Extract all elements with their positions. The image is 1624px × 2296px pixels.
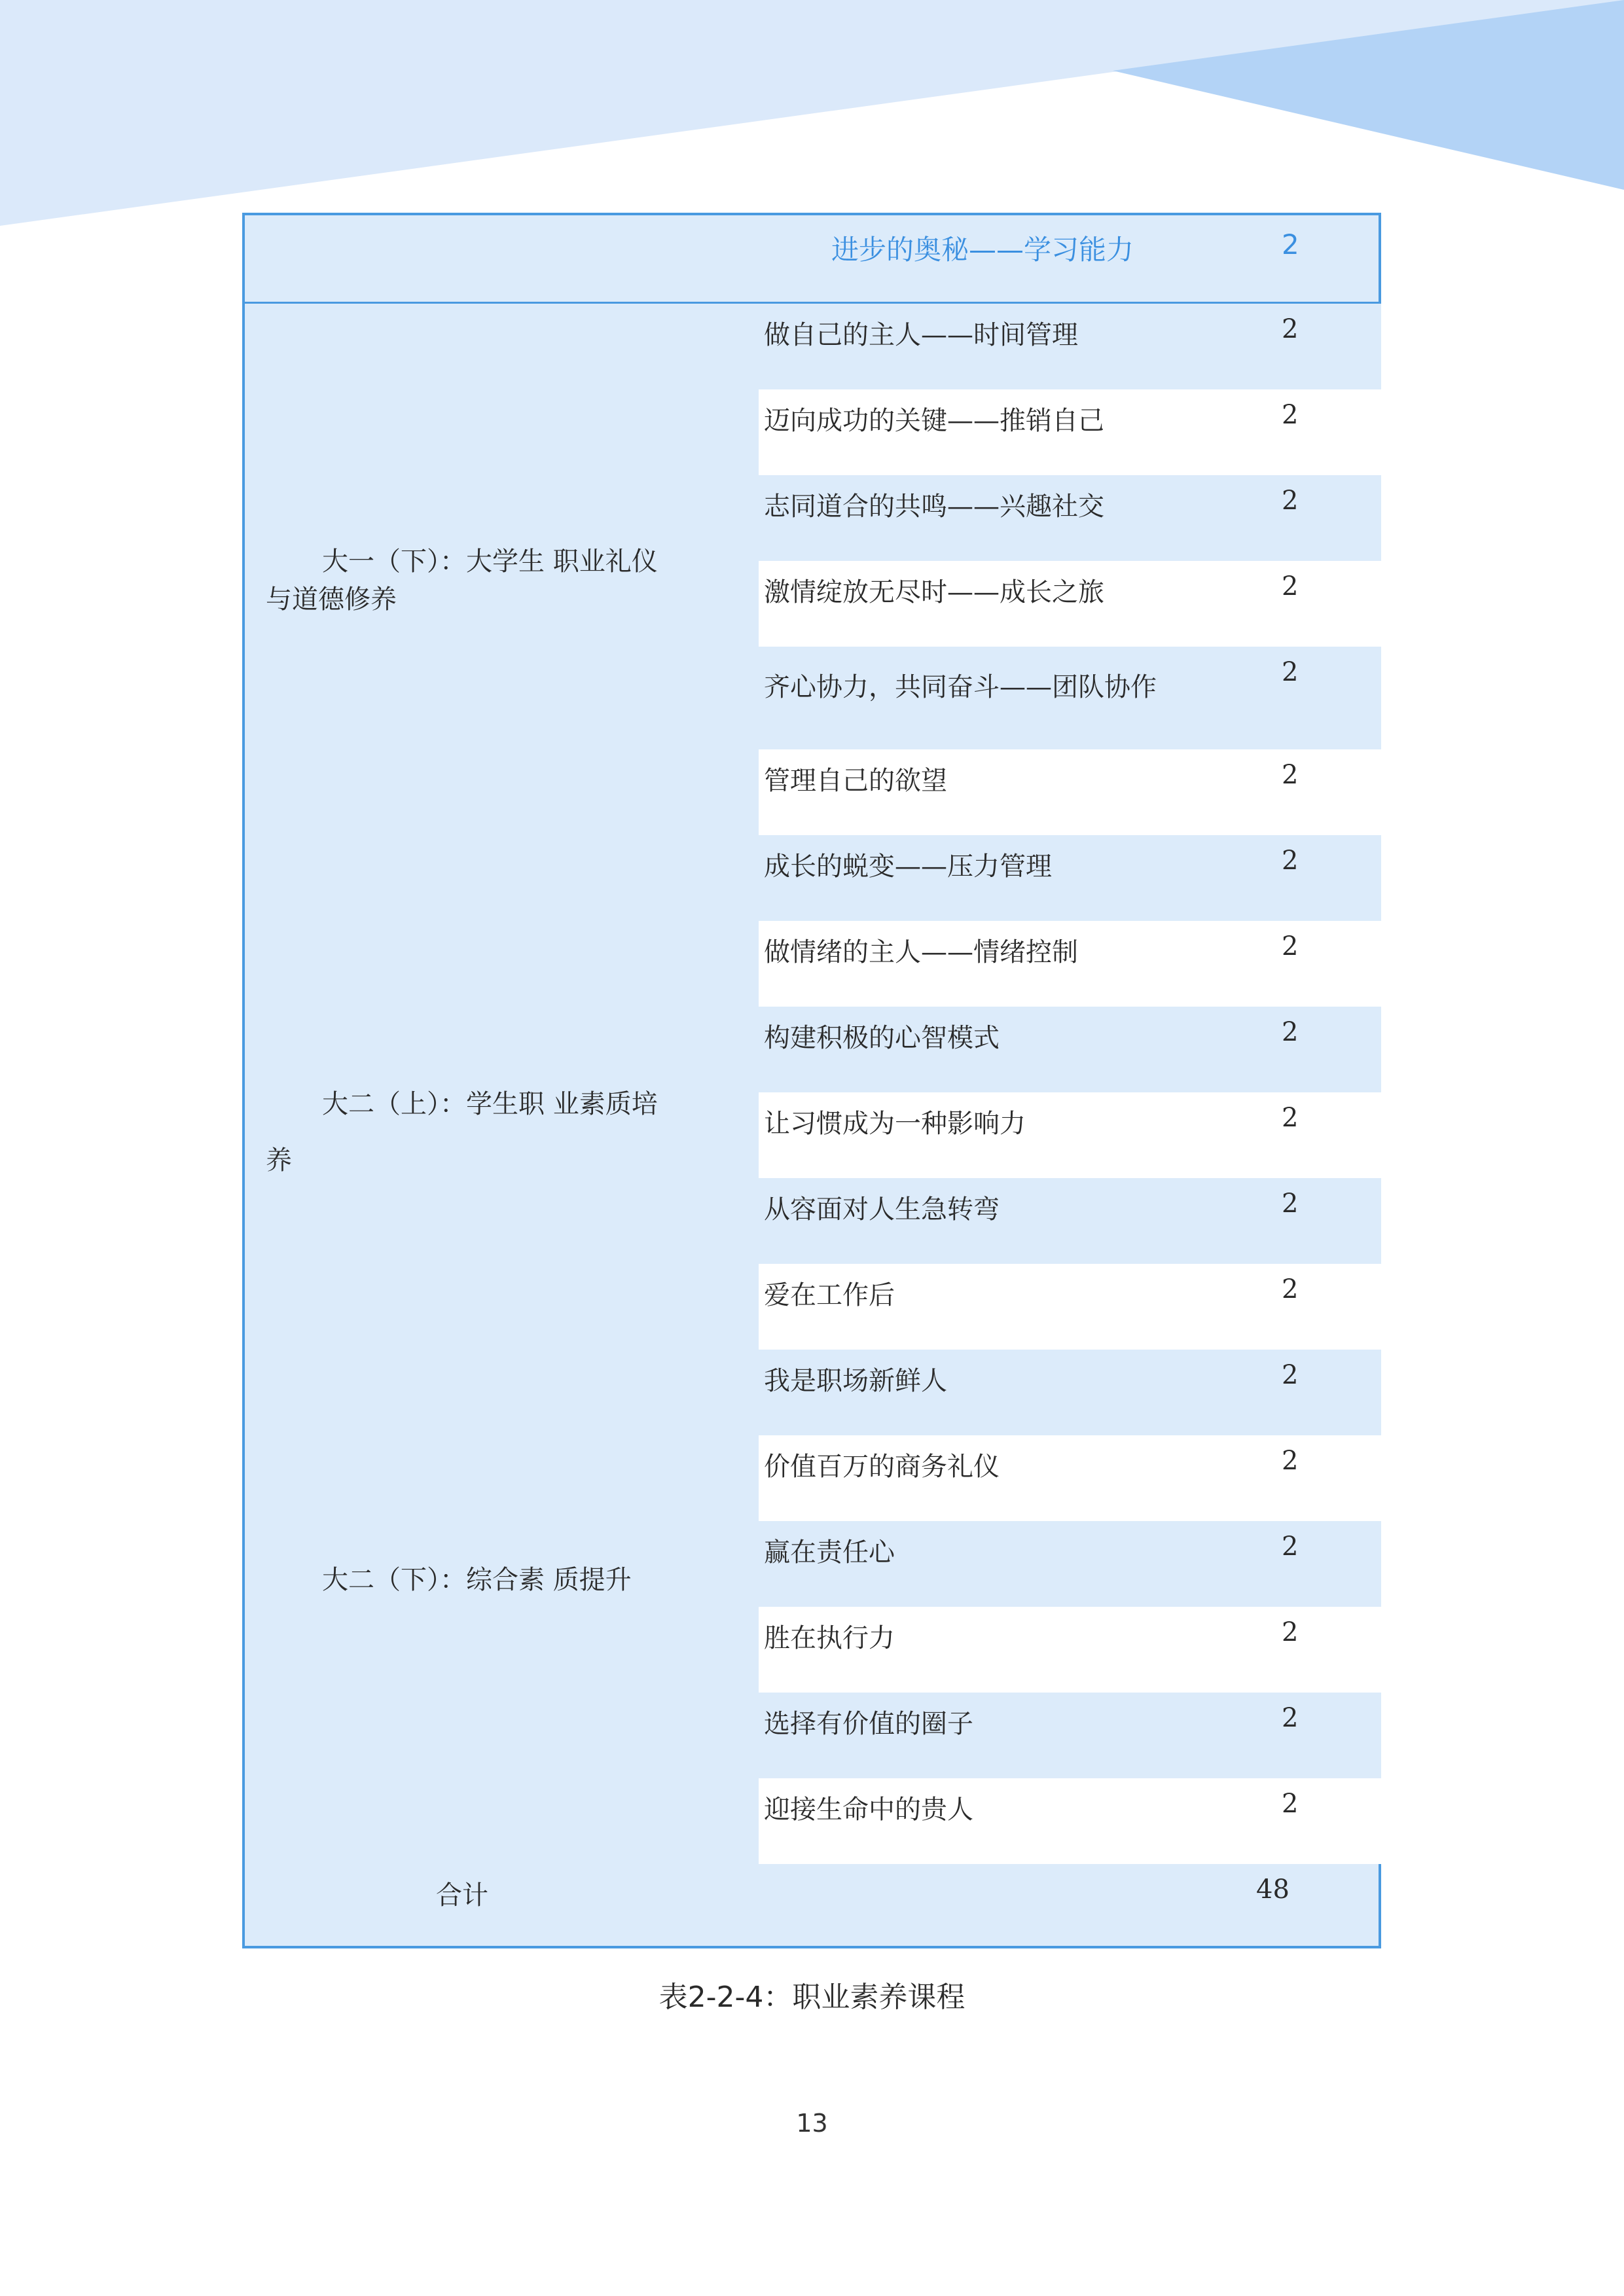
- course-hours: 2: [1282, 1617, 1299, 1647]
- table-row: [759, 1521, 1381, 1607]
- group-label-3: [266, 1561, 750, 1599]
- group-1-line1: 大一（下）：大学生 职业礼仪: [322, 547, 658, 577]
- course-name: 齐心协力，共同奋斗——团队协作: [764, 672, 1157, 702]
- course-name: 构建积极的心智模式: [764, 1023, 1000, 1053]
- course-hours: 2: [1282, 1360, 1299, 1390]
- total-label: 合计: [436, 1880, 488, 1910]
- course-hours: 2: [1282, 931, 1299, 961]
- course-hours: 2: [1282, 1532, 1299, 1562]
- table-row: [759, 561, 1381, 647]
- course-hours: 2: [1282, 1103, 1299, 1133]
- course-hours: 2: [1282, 1017, 1299, 1047]
- course-name: 志同道合的共鸣——兴趣社交: [764, 492, 1104, 522]
- table-row: [759, 647, 1381, 749]
- course-hours: 2: [1282, 314, 1299, 344]
- course-name: 价值百万的商务礼仪: [764, 1452, 1000, 1482]
- table-row: [759, 1007, 1381, 1092]
- course-hours: 2: [1282, 657, 1299, 687]
- course-name: 迈向成功的关键——推销自己: [764, 406, 1104, 436]
- table-row: [759, 1092, 1381, 1178]
- course-name: 从容面对人生急转弯: [764, 1194, 1000, 1225]
- course-hours: 2: [1282, 760, 1299, 790]
- course-hours: 2: [1282, 1703, 1299, 1733]
- course-name: 赢在责任心: [764, 1537, 895, 1568]
- group-2-line1: 大二（上）：学生职 业素质培: [322, 1089, 658, 1119]
- table-row: [759, 1607, 1381, 1693]
- table-row: [759, 1693, 1381, 1778]
- course-name: 选择有价值的圈子: [764, 1709, 973, 1739]
- course-hours: 2: [1282, 1446, 1299, 1476]
- group-label-2: [266, 1076, 750, 1189]
- course-hours: 2: [1282, 400, 1299, 430]
- header-banner: [0, 0, 1624, 236]
- table-row: [759, 921, 1381, 1007]
- course-name: 胜在执行力: [764, 1623, 895, 1653]
- group-3-line1: 大二（下）：综合素 质提升: [322, 1565, 632, 1595]
- total-value: 48: [1256, 1874, 1290, 1905]
- page-number: 13: [796, 2109, 828, 2138]
- course-name: 做自己的主人——时间管理: [764, 320, 1078, 350]
- course-name: 激情绽放无尽时——成长之旅: [764, 577, 1104, 607]
- table-row: [759, 1264, 1381, 1350]
- course-name: 爱在工作后: [764, 1280, 895, 1310]
- table-row: [759, 749, 1381, 835]
- table-row: [759, 1435, 1381, 1521]
- course-name: 做情绪的主人——情绪控制: [764, 937, 1078, 967]
- course-hours: 2: [1282, 1789, 1299, 1819]
- table-row: [759, 1350, 1381, 1435]
- course-name: 让习惯成为一种影响力: [764, 1109, 1026, 1139]
- table-caption: 表2-2-4：职业素养课程: [659, 1981, 965, 2014]
- course-hours: 2: [1282, 1189, 1299, 1219]
- group-1-line2: 与道德修养: [266, 584, 397, 615]
- table-row: [759, 835, 1381, 921]
- course-hours: 2: [1282, 846, 1299, 876]
- table-header-row: [245, 215, 1379, 304]
- group-2-line2: 养: [266, 1145, 292, 1175]
- header-course: 进步的奥秘——学习能力: [831, 234, 1134, 266]
- course-hours: 2: [1282, 1274, 1299, 1304]
- table-row: [759, 475, 1381, 561]
- course-name: 成长的蜕变——压力管理: [764, 852, 1052, 882]
- course-name: 管理自己的欲望: [764, 766, 947, 796]
- course-table: [242, 213, 1381, 1948]
- course-hours: 2: [1282, 571, 1299, 601]
- table-row: [759, 1778, 1381, 1864]
- header-hours: 2: [1282, 228, 1299, 260]
- table-row: [759, 1178, 1381, 1264]
- course-name: 我是职场新鲜人: [764, 1366, 947, 1396]
- group-label-1: [266, 543, 750, 619]
- table-row: [759, 389, 1381, 475]
- course-name: 迎接生命中的贵人: [764, 1795, 973, 1825]
- table-row: [759, 304, 1381, 389]
- course-hours: 2: [1282, 486, 1299, 516]
